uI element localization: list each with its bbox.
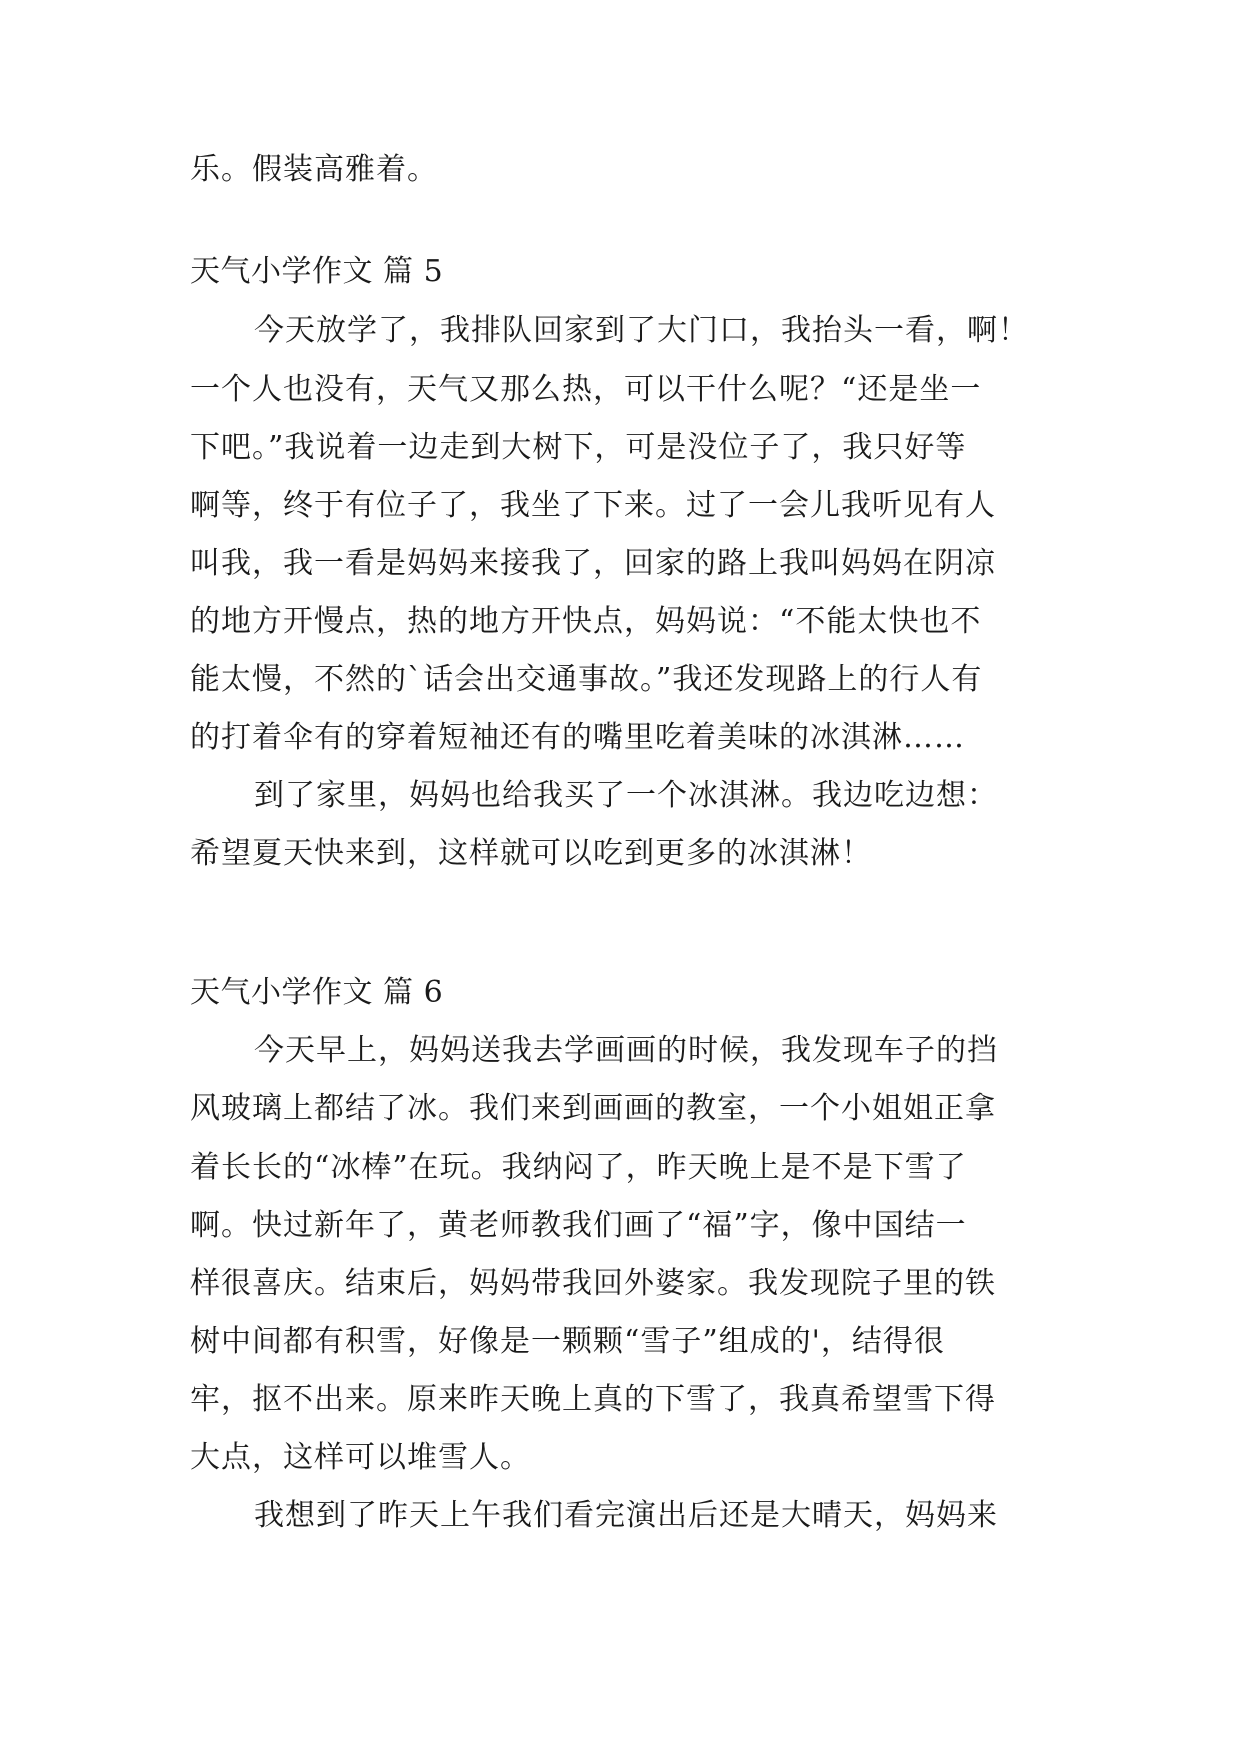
paragraph-line: 着长长的“冰棒”在玩。我纳闷了，昨天晚上是不是下雪了: [190, 1150, 967, 1185]
paragraph-line: 的地方开慢点，热的地方开快点，妈妈说：“不能太快也不: [190, 604, 982, 639]
paragraph-line: 叫我，我一看是妈妈来接我了，回家的路上我叫妈妈在阴凉: [190, 546, 996, 581]
paragraph-line: 今天早上，妈妈送我去学画画的时候，我发现车子的挡: [254, 1033, 998, 1068]
paragraph-line: 下吧。”我说着一边走到大树下，可是没位子了，我只好等: [190, 430, 967, 465]
paragraph-line: 牢，抠不出来。原来昨天晚上真的下雪了，我真希望雪下得: [190, 1382, 996, 1417]
paragraph-line: 我想到了昨天上午我们看完演出后还是大晴天，妈妈来: [254, 1498, 998, 1533]
paragraph-line: 树中间都有积雪，好像是一颗颗“雪子”组成的'，结得很: [190, 1324, 945, 1359]
paragraph-line: 大点，这样可以堆雪人。: [190, 1440, 531, 1475]
section-heading: 天气小学作文 篇 5: [190, 254, 444, 289]
paragraph-line: 今天放学了，我排队回家到了大门口，我抬头一看，啊！: [254, 313, 1029, 348]
paragraph-line: 风玻璃上都结了冰。我们来到画画的教室，一个小姐姐正拿: [190, 1091, 996, 1126]
paragraph-line: 到了家里，妈妈也给我买了一个冰淇淋。我边吃边想：: [254, 778, 998, 813]
paragraph-line: 希望夏天快来到，这样就可以吃到更多的冰淇淋！: [190, 836, 872, 871]
paragraph-line: 啊。快过新年了，黄老师教我们画了“福”字，像中国结一: [190, 1208, 967, 1243]
paragraph-line: 样很喜庆。结束后，妈妈带我回外婆家。我发现院子里的铁: [190, 1266, 996, 1301]
paragraph-line: 啊等，终于有位子了，我坐了下来。过了一会儿我听见有人: [190, 488, 996, 523]
section-heading: 天气小学作文 篇 6: [190, 975, 444, 1010]
paragraph-line: 的打着伞有的穿着短袖还有的嘴里吃着美味的冰淇淋……: [190, 720, 965, 755]
paragraph-line: 一个人也没有，天气又那么热，可以干什么呢？“还是坐一: [190, 372, 982, 407]
paragraph-line: 乐。假装高雅着。: [190, 152, 438, 187]
paragraph-line: 能太慢，不然的`话会出交通事故。”我还发现路上的行人有: [190, 662, 983, 697]
